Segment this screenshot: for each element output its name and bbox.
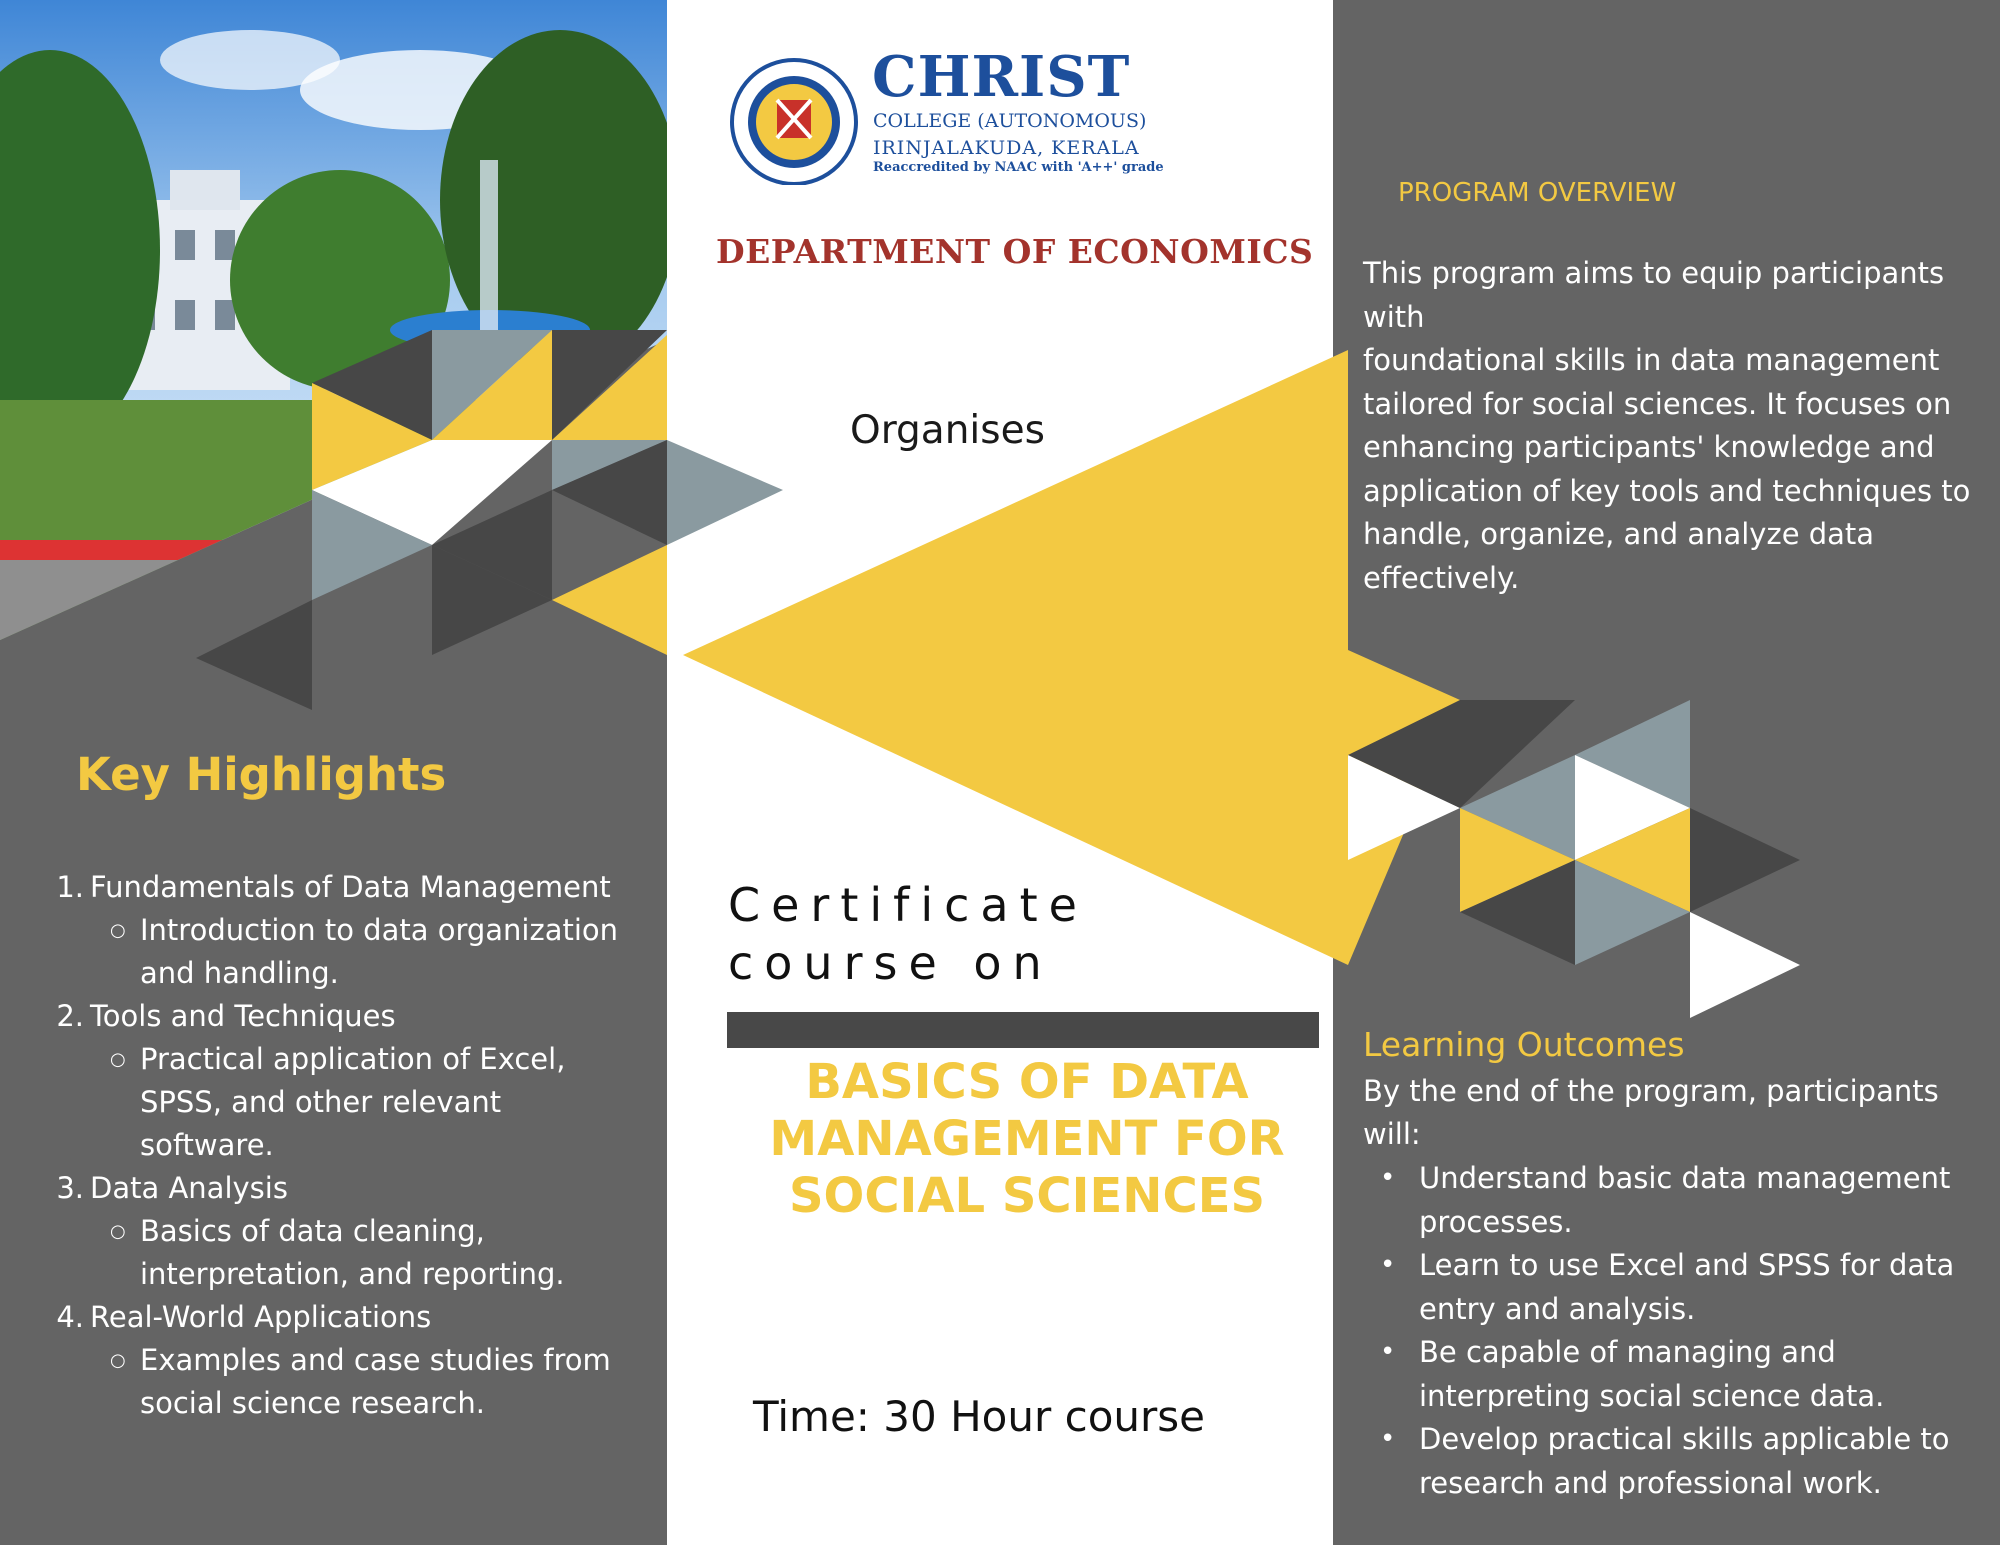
list-number: 2. [56,999,84,1033]
list-item [1380,1244,1980,1331]
list-item-label: Tools and Techniques [90,999,396,1033]
sub-item-line: Basics of data cleaning, [140,1214,485,1248]
bullet-icon: • [1380,1424,1396,1454]
circle-bullet-icon: ○ [110,1049,126,1070]
intro-line: will: [1363,1117,1421,1151]
sub-item-line: interpretation, and reporting. [140,1257,565,1291]
overview-line: application of key tools and techniques to [1363,473,1971,508]
learning-outcomes-title: Learning Outcomes [1363,1025,1685,1064]
sub-item-line: and handling. [140,956,339,990]
item-line: processes. [1419,1204,1573,1239]
course-title-line: BASICS OF DATA [805,1054,1249,1110]
overview-line: tailored for social sciences. It focuses on [1363,386,1952,421]
list-item [1380,1331,1980,1418]
list-item [1380,1157,1980,1244]
overview-line: handle, organize, and analyze data [1363,517,1875,551]
logo-subtitle: COLLEGE (AUTONOMOUS) [873,110,1147,132]
overview-line: enhancing participants' knowledge and [1363,430,1935,464]
program-overview-title: PROGRAM OVERVIEW [1398,178,1677,208]
item-line: Understand basic data management [1419,1161,1951,1195]
list-item-label: Fundamentals of Data Management [90,870,611,904]
circle-bullet-icon: ○ [110,1350,126,1371]
list-item [1380,1418,1980,1505]
list-item [52,1296,652,1339]
list-item [52,1167,652,1210]
course-duration: Time: 30 Hour course [753,1392,1205,1441]
overview-line: This program aims to equip participants with [1363,256,1945,334]
list-number: 1. [56,870,84,904]
sub-list-item [52,1038,652,1167]
logo-title: CHRIST [872,44,1131,110]
sub-item-line: social science research. [140,1386,485,1420]
learning-outcomes-intro [1363,1070,1963,1156]
item-line: interpreting social science data. [1419,1378,1885,1413]
program-overview-text [1363,252,1993,600]
intro-line: By the end of the program, participants [1363,1074,1939,1108]
item-line: Be capable of managing and [1419,1335,1836,1369]
course-title [727,1054,1327,1225]
sub-list-item [52,909,652,995]
logo-location: IRINJALAKUDA, KERALA [873,137,1140,159]
course-title-line: SOCIAL SCIENCES [788,1168,1266,1224]
list-item [52,866,652,909]
bullet-icon: • [1380,1337,1396,1367]
triangle-cluster-right [1348,650,1800,1018]
item-line: entry and analysis. [1419,1291,1696,1326]
item-line: Develop practical skills applicable to [1419,1422,1950,1456]
list-item-label: Data Analysis [90,1171,288,1205]
sub-item-line: software. [140,1128,274,1162]
list-item [52,995,652,1038]
sub-item-line: Examples and case studies from [140,1343,611,1377]
bullet-icon: • [1380,1250,1396,1280]
list-number: 3. [56,1171,84,1205]
key-highlights-list [52,866,652,1425]
list-number: 4. [56,1300,84,1334]
overview-line: foundational skills in data management [1363,343,1940,377]
divider-bar [727,1012,1319,1048]
circle-bullet-icon: ○ [110,920,126,941]
bullet-icon: • [1380,1163,1396,1193]
certificate-heading [728,876,1088,992]
department-heading: DEPARTMENT OF ECONOMICS [716,232,1314,271]
circle-bullet-icon: ○ [110,1221,126,1242]
sub-list-item [52,1339,652,1425]
key-highlights-title: Key Highlights [76,748,447,801]
list-item-label: Real-World Applications [90,1300,432,1334]
overview-line: effectively. [1363,560,1520,595]
certificate-line: course on [728,936,1053,990]
item-line: Learn to use Excel and SPSS for data [1419,1248,1955,1282]
organises-text: Organises [850,408,1045,453]
item-line: research and professional work. [1419,1465,1882,1500]
logo-accreditation: Reaccredited by NAAC with 'A++' grade [873,160,1164,175]
sub-item-line: Practical application of Excel, [140,1042,566,1076]
sub-list-item [52,1210,652,1296]
certificate-line: Certificate [728,878,1088,932]
learning-outcomes-list [1380,1157,1980,1505]
sub-item-line: SPSS, and other relevant [140,1085,502,1119]
sub-item-line: Introduction to data organization [140,913,619,947]
course-title-line: MANAGEMENT FOR [769,1111,1285,1167]
